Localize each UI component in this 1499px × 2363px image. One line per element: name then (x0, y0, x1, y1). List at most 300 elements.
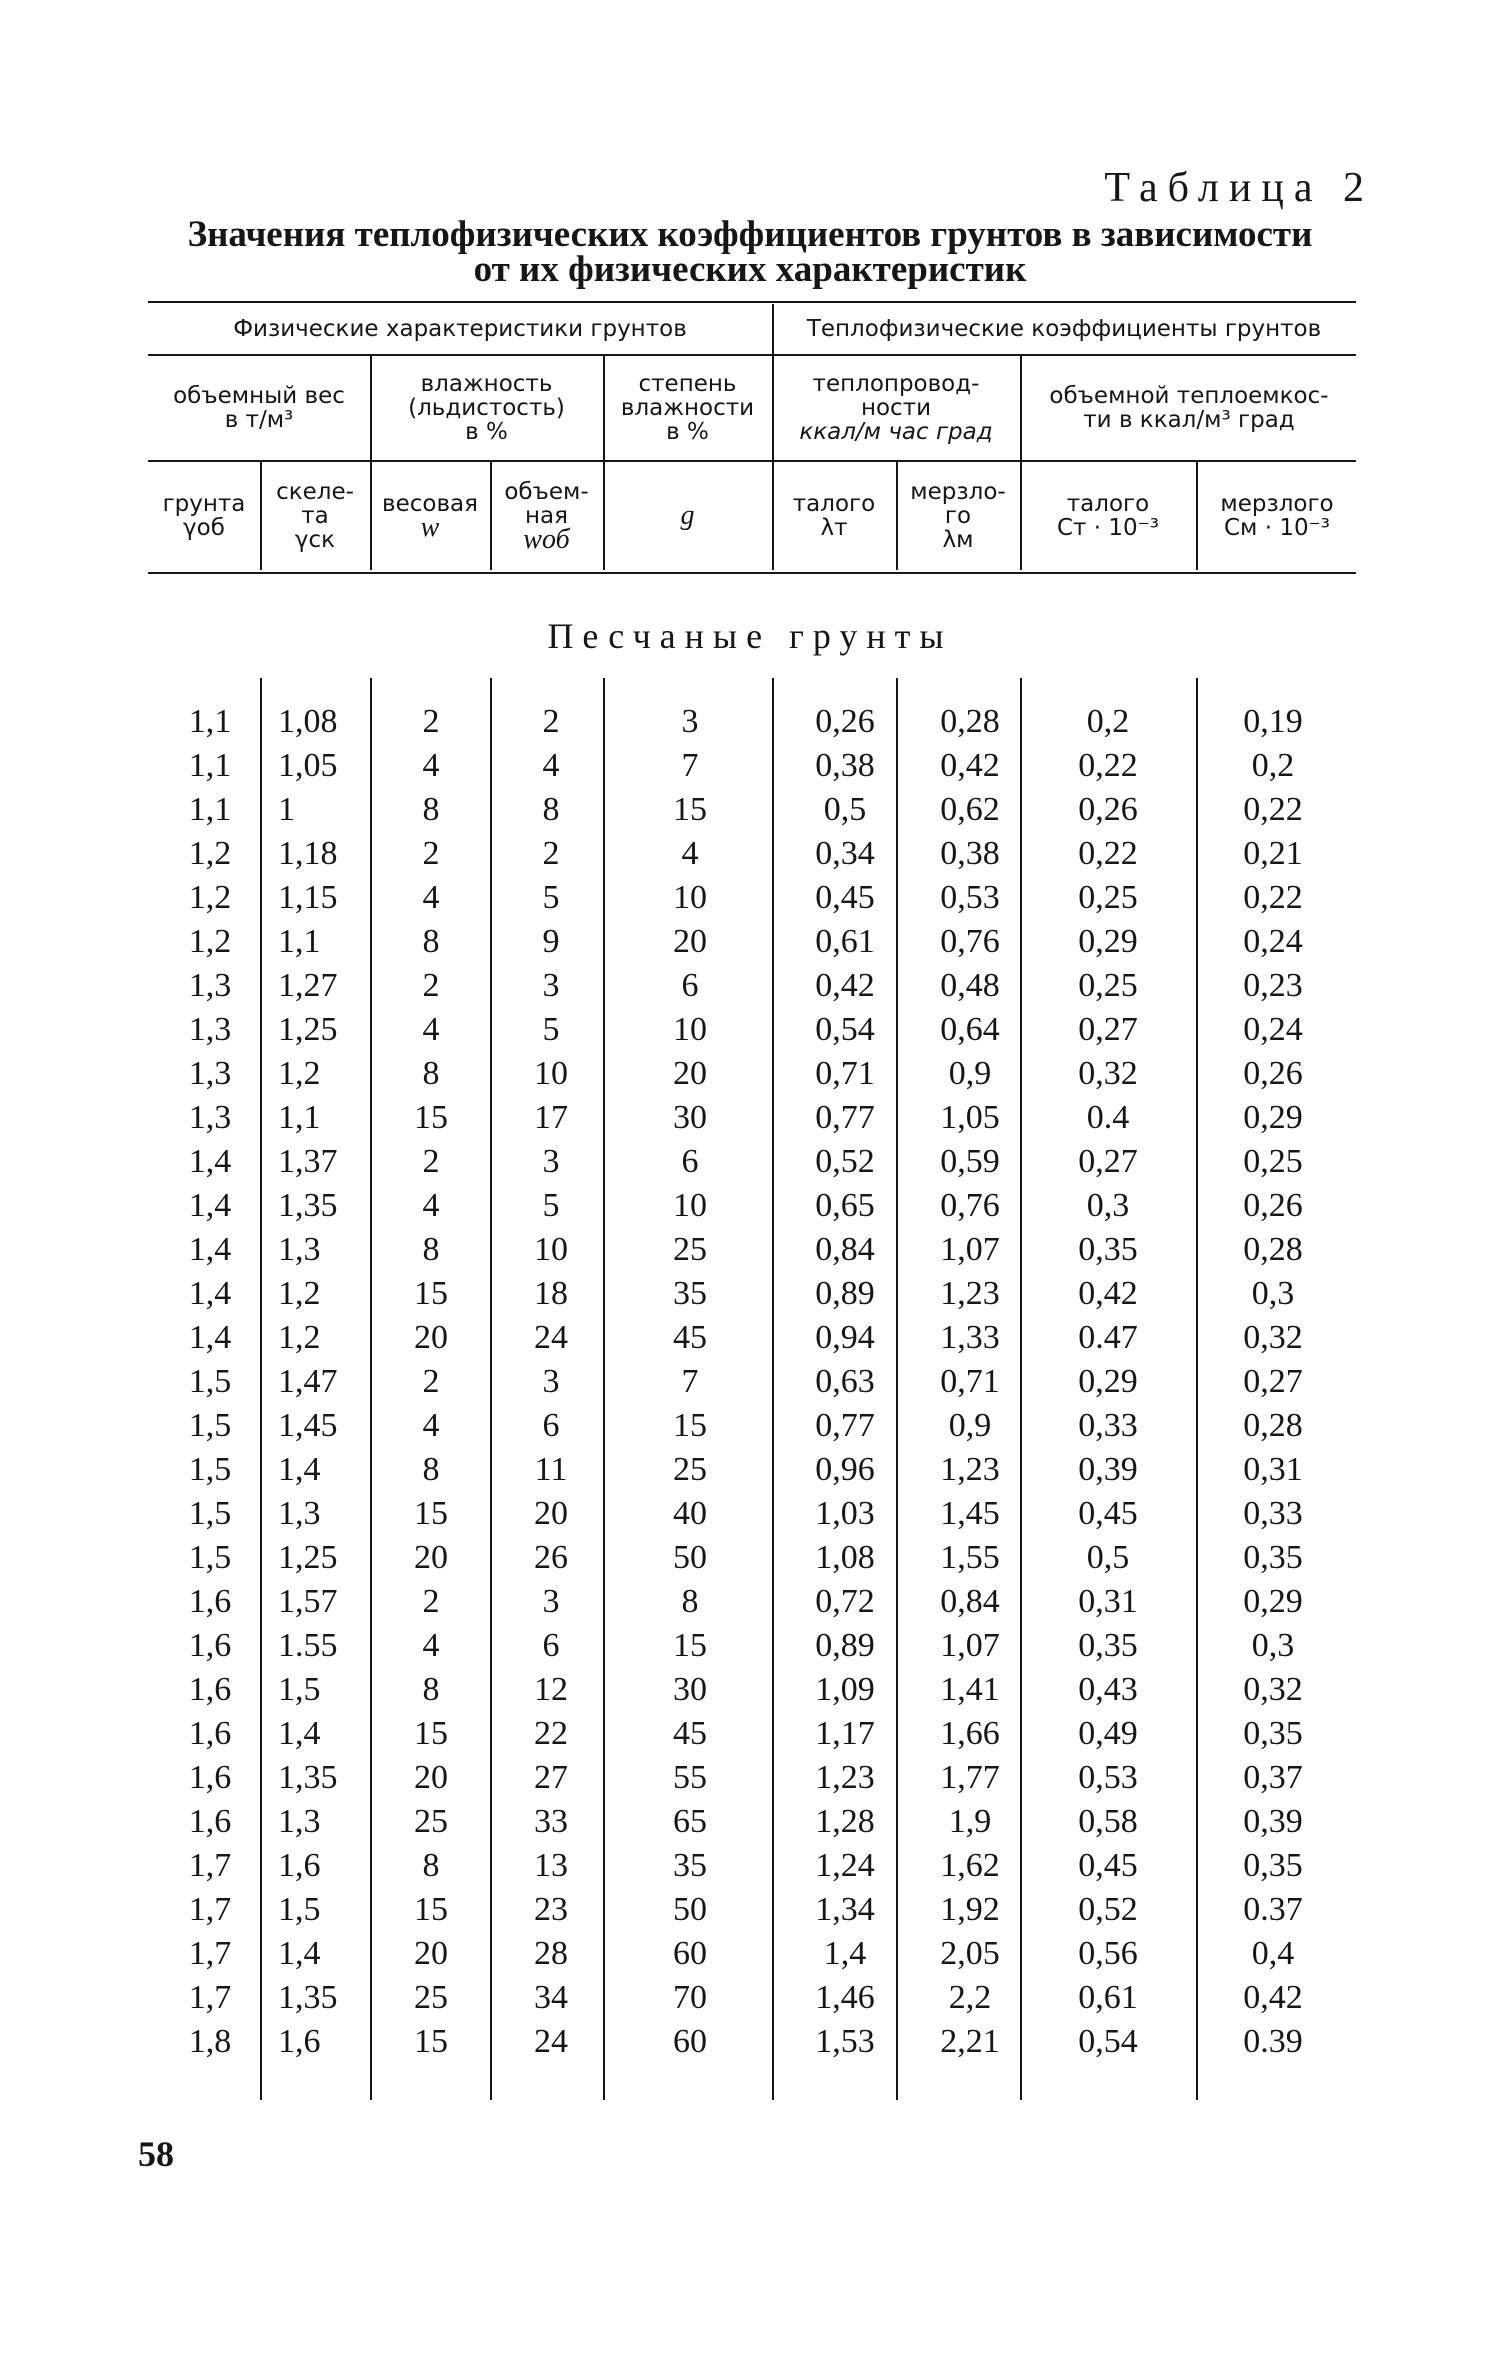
table-cell: 2 (422, 1583, 440, 1620)
table-cell: 0,35 (1243, 1847, 1303, 1884)
table-cell: 1,46 (815, 1979, 875, 2016)
table-cell: 0,21 (1243, 835, 1303, 872)
table-cell: 6 (542, 1627, 560, 1664)
table-cell: 5 (542, 1187, 560, 1224)
table-cell: 0,77 (815, 1407, 875, 1444)
header-bulk-weight: объемный вес в т/м³ (173, 383, 345, 433)
table-cell: 0,4 (1251, 1935, 1295, 1972)
table-cell: 10 (673, 1187, 707, 1224)
table-cell: 15 (673, 1407, 707, 1444)
table-cell: 1,6 (188, 1671, 232, 1708)
table-cell: 6 (542, 1407, 560, 1444)
page-number: 58 (138, 2134, 174, 2174)
table-cell: 0,9 (948, 1055, 992, 1092)
table-cell: 8 (422, 1671, 440, 1708)
table-cell: 1,08 (815, 1539, 875, 1576)
table-cell: 35 (673, 1847, 707, 1884)
table-cell: 1,4 (278, 1451, 321, 1488)
table-cell: 0,53 (1078, 1759, 1138, 1796)
table-cell: 3 (542, 1583, 560, 1620)
table-cell: 10 (673, 1011, 707, 1048)
table-cell: 0,33 (1243, 1495, 1303, 1532)
table-cell: 15 (414, 2023, 448, 2060)
table-cell: 1,34 (815, 1891, 875, 1928)
header-saturation: степень влажности в % (620, 371, 755, 445)
table-cell: 0,84 (940, 1583, 1000, 1620)
header-cap-thawed: талого Cт · 10⁻³ (1056, 491, 1160, 541)
header-humidity: влажность (льдистость) в % (408, 371, 565, 445)
table-cell: 1,5 (188, 1539, 232, 1576)
table-cell: 6 (681, 967, 699, 1004)
table-cell: 5 (542, 879, 560, 916)
table-cell: 30 (673, 1671, 707, 1708)
table-cell: 15 (414, 1099, 448, 1136)
table-cell: 0,77 (815, 1099, 875, 1136)
table-cell: 0.37 (1243, 1891, 1303, 1928)
rule-header-bottom (148, 572, 1356, 574)
table-row (0, 1624, 1499, 1668)
table-cell: 20 (414, 1759, 448, 1796)
table-cell: 4 (542, 747, 560, 784)
table-cell: 1,03 (815, 1495, 875, 1532)
table-cell: 1,2 (278, 1319, 321, 1356)
section-title: Песчаные грунты (547, 616, 953, 656)
table-cell: 0,24 (1243, 1011, 1303, 1048)
table-cell: 45 (673, 1319, 707, 1356)
table-cell: 4 (422, 747, 440, 784)
table-cell: 0,28 (1243, 1231, 1303, 1268)
table-cell: 1,8 (188, 2023, 232, 2060)
table-row (0, 1580, 1499, 1624)
table-row (0, 1096, 1499, 1140)
table-row (0, 1052, 1499, 1096)
table-cell: 1,5 (278, 1891, 321, 1928)
header-heat-capacity: объемной теплоемкос- ти в ккал/м³ град (1049, 383, 1329, 433)
table-cell: 0,5 (823, 791, 867, 828)
table-cell: 25 (414, 1979, 448, 2016)
table-cell: 2 (422, 1143, 440, 1180)
table-cell: 4 (422, 1011, 440, 1048)
table-row (0, 1272, 1499, 1316)
table-cell: 0,42 (1243, 1979, 1303, 2016)
table-cell: 1,1 (278, 923, 321, 960)
table-cell: 0,35 (1078, 1627, 1138, 1664)
table-row (0, 1932, 1499, 1976)
table-cell: 0,3 (1251, 1275, 1295, 1312)
table-cell: 70 (673, 1979, 707, 2016)
table-cell: 1,25 (278, 1011, 338, 1048)
table-cell: 1,09 (815, 1671, 875, 1708)
table-cell: 1,45 (278, 1407, 338, 1444)
table-cell: 1,5 (278, 1671, 321, 1708)
table-cell: 1,6 (188, 1759, 232, 1796)
table-cell: 1,17 (815, 1715, 875, 1752)
table-cell: 1,7 (188, 1935, 232, 1972)
table-cell: 1,08 (278, 703, 338, 740)
table-cell: 24 (534, 1319, 568, 1356)
table-cell: 1,33 (940, 1319, 1000, 1356)
table-cell: 0,54 (1078, 2023, 1138, 2060)
table-cell: 4 (681, 835, 699, 872)
table-row (0, 832, 1499, 876)
table-cell: 0,38 (940, 835, 1000, 872)
table-cell: 0,52 (815, 1143, 875, 1180)
table-cell: 8 (422, 923, 440, 960)
table-cell: 12 (534, 1671, 568, 1708)
table-cell: 0,94 (815, 1319, 875, 1356)
table-cell: 1,1 (188, 747, 232, 784)
table-cell: 1,62 (940, 1847, 1000, 1884)
table-cell: 0,89 (815, 1275, 875, 1312)
table-row (0, 1712, 1499, 1756)
table-cell: 7 (681, 747, 699, 784)
table-cell: 0,32 (1243, 1319, 1303, 1356)
table-row (0, 1976, 1499, 2020)
table-row (0, 1668, 1499, 1712)
table-cell: 20 (534, 1495, 568, 1532)
table-cell: 0,27 (1078, 1143, 1138, 1180)
table-cell: 0,29 (1078, 923, 1138, 960)
table-row (0, 964, 1499, 1008)
table-cell: 40 (673, 1495, 707, 1532)
table-cell: 4 (422, 1407, 440, 1444)
table-cell: 1,5 (188, 1407, 232, 1444)
table-cell: 1,4 (278, 1715, 321, 1752)
table-cell: 1,28 (815, 1803, 875, 1840)
table-cell: 3 (542, 967, 560, 1004)
table-cell: 15 (414, 1891, 448, 1928)
table-cell: 7 (681, 1363, 699, 1400)
table-cell: 2 (422, 703, 440, 740)
table-row (0, 788, 1499, 832)
table-cell: 50 (673, 1539, 707, 1576)
table-cell: 3 (681, 703, 699, 740)
table-cell: 0,35 (1078, 1231, 1138, 1268)
table-cell: 0,42 (940, 747, 1000, 784)
table-title-line-2: от их физических характеристик (473, 249, 1027, 290)
table-cell: 2,05 (940, 1935, 1000, 1972)
table-cell: 1,55 (940, 1539, 1000, 1576)
table-cell: 1,35 (278, 1187, 338, 1224)
table-cell: 15 (414, 1275, 448, 1312)
table-cell: 45 (673, 1715, 707, 1752)
table-cell: 35 (673, 1275, 707, 1312)
table-cell: 0,32 (1243, 1671, 1303, 1708)
table-cell: 1,92 (940, 1891, 1000, 1928)
table-cell: 0,3 (1251, 1627, 1295, 1664)
table-cell: 1,9 (948, 1803, 992, 1840)
table-row (0, 1404, 1499, 1448)
table-cell: 22 (534, 1715, 568, 1752)
table-cell: 0,28 (1243, 1407, 1303, 1444)
table-row (0, 876, 1499, 920)
table-cell: 0,56 (1078, 1935, 1138, 1972)
table-cell: 1,4 (188, 1231, 232, 1268)
table-cell: 50 (673, 1891, 707, 1928)
table-cell: 0,62 (940, 791, 1000, 828)
table-row (0, 1228, 1499, 1272)
table-cell: 1,4 (188, 1319, 232, 1356)
table-cell: 0,43 (1078, 1671, 1138, 1708)
table-cell: 4 (422, 879, 440, 916)
table-number: Таблица 2 (1104, 165, 1374, 211)
table-cell: 0,84 (815, 1231, 875, 1268)
table-cell: 0,35 (1243, 1539, 1303, 1576)
table-cell: 1,5 (188, 1451, 232, 1488)
header-conductivity: теплопровод- ности ккал/м час град (799, 371, 993, 445)
table-row (0, 1008, 1499, 1052)
table-cell: 26 (534, 1539, 568, 1576)
table-cell: 1,15 (278, 879, 338, 916)
table-cell: 0,31 (1243, 1451, 1303, 1488)
table-cell: 1 (278, 791, 295, 828)
table-cell: 0,3 (1086, 1187, 1130, 1224)
table-title-line-1: Значения теплофизических коэффициентов грунтов в зависимости (187, 214, 1313, 255)
table-cell: 0,25 (1078, 967, 1138, 1004)
table-cell: 20 (673, 1055, 707, 1092)
table-cell: 0,37 (1243, 1759, 1303, 1796)
table-cell: 0,45 (815, 879, 875, 916)
header-cond-frozen: мерзло- го λм (910, 479, 1006, 553)
table-cell: 0,65 (815, 1187, 875, 1224)
table-cell: 0,31 (1078, 1583, 1138, 1620)
table-cell: 1,77 (940, 1759, 1000, 1796)
table-cell: 0,26 (1243, 1187, 1303, 1224)
table-cell: 1,25 (278, 1539, 338, 1576)
table-cell: 0,58 (1078, 1803, 1138, 1840)
table-cell: 4 (422, 1627, 440, 1664)
table-cell: 1,66 (940, 1715, 1000, 1752)
header-volume-pct: объем- ная wоб (504, 479, 589, 555)
table-cell: 0,61 (815, 923, 875, 960)
table-cell: 1,6 (188, 1803, 232, 1840)
table-cell: 3 (542, 1143, 560, 1180)
table-cell: 1,4 (278, 1935, 321, 1972)
table-cell: 0,42 (1078, 1275, 1138, 1312)
table-row (0, 1800, 1499, 1844)
table-cell: 0,76 (940, 923, 1000, 960)
table-cell: 1,3 (278, 1495, 321, 1532)
header-physical: Физические характеристики грунтов (233, 316, 687, 342)
table-cell: 1,3 (188, 967, 232, 1004)
table-cell: 10 (673, 879, 707, 916)
table-cell: 0,38 (815, 747, 875, 784)
table-cell: 3 (542, 1363, 560, 1400)
table-cell: 1,2 (188, 923, 232, 960)
table-cell: 0,45 (1078, 1847, 1138, 1884)
table-cell: 2,21 (940, 2023, 1000, 2060)
table-cell: 1,6 (278, 2023, 321, 2060)
table-cell: 1,3 (278, 1231, 321, 1268)
table-cell: 25 (673, 1451, 707, 1488)
table-row (0, 1756, 1499, 1800)
table-cell: 15 (673, 1627, 707, 1664)
table-cell: 0.47 (1078, 1319, 1138, 1356)
table-row (0, 1140, 1499, 1184)
table-cell: 1,3 (278, 1803, 321, 1840)
table-cell: 0,89 (815, 1627, 875, 1664)
table-cell: 8 (422, 1451, 440, 1488)
table-cell: 0,26 (1243, 1055, 1303, 1092)
table-cell: 0,25 (1243, 1143, 1303, 1180)
table-cell: 2 (422, 967, 440, 1004)
table-cell: 1,05 (940, 1099, 1000, 1136)
table-cell: 27 (534, 1759, 568, 1796)
table-cell: 25 (673, 1231, 707, 1268)
table-cell: 8 (542, 791, 560, 828)
table-cell: 0,71 (815, 1055, 875, 1092)
table-cell: 1,23 (940, 1275, 1000, 1312)
table-cell: 30 (673, 1099, 707, 1136)
table-row (0, 700, 1499, 744)
table-cell: 10 (534, 1055, 568, 1092)
table-cell: 8 (422, 1847, 440, 1884)
table-row (0, 2020, 1499, 2064)
table-cell: 1,37 (278, 1143, 338, 1180)
table-cell: 0,25 (1078, 879, 1138, 916)
table-cell: 0,45 (1078, 1495, 1138, 1532)
table-cell: 0,23 (1243, 967, 1303, 1004)
table-cell: 65 (673, 1803, 707, 1840)
table-cell: 1,53 (815, 2023, 875, 2060)
table-cell: 0,35 (1243, 1715, 1303, 1752)
table-cell: 9 (542, 923, 560, 960)
table-cell: 2 (542, 835, 560, 872)
table-cell: 1,1 (188, 703, 232, 740)
table-cell: 11 (534, 1451, 568, 1488)
header-weight-pct: весовая w (382, 491, 478, 543)
table-cell: 1,3 (188, 1011, 232, 1048)
table-cell: 18 (534, 1275, 568, 1312)
table-cell: 0,32 (1078, 1055, 1138, 1092)
table-cell: 5 (542, 1011, 560, 1048)
table-cell: 0,64 (940, 1011, 1000, 1048)
table-cell: 0,27 (1243, 1363, 1303, 1400)
table-cell: 15 (414, 1495, 448, 1532)
table-cell: 1,4 (823, 1935, 867, 1972)
rule-top (148, 301, 1356, 303)
table-row (0, 1536, 1499, 1580)
table-cell: 1,7 (188, 1891, 232, 1928)
table-cell: 1,05 (278, 747, 338, 784)
table-cell: 0,5 (1086, 1539, 1130, 1576)
table-cell: 15 (673, 791, 707, 828)
table-cell: 2 (422, 1363, 440, 1400)
table-cell: 20 (414, 1539, 448, 1576)
table-cell: 0,22 (1078, 835, 1138, 872)
table-cell: 1,2 (278, 1055, 321, 1092)
table-cell: 0,76 (940, 1187, 1000, 1224)
table-cell: 1,57 (278, 1583, 338, 1620)
table-cell: 0,71 (940, 1363, 1000, 1400)
table-cell: 0,42 (815, 967, 875, 1004)
table-row (0, 1360, 1499, 1404)
table-cell: 1,6 (278, 1847, 321, 1884)
table-cell: 8 (422, 791, 440, 828)
header-skeleton: скеле- та γск (276, 479, 354, 553)
table-cell: 1,41 (940, 1671, 1000, 1708)
table-cell: 1,6 (188, 1627, 232, 1664)
table-cell: 23 (534, 1891, 568, 1928)
table-cell: 1,7 (188, 1979, 232, 2016)
table-cell: 1,5 (188, 1363, 232, 1400)
table-cell: 1,4 (188, 1275, 232, 1312)
table-cell: 1,2 (188, 879, 232, 916)
header-thermal: Теплофизические коэффициенты грунтов (806, 316, 1322, 342)
table-cell: 0,29 (1078, 1363, 1138, 1400)
table-row (0, 1492, 1499, 1536)
table-cell: 0,48 (940, 967, 1000, 1004)
table-cell: 0,39 (1078, 1451, 1138, 1488)
table-cell: 8 (681, 1583, 699, 1620)
table-cell: 1,23 (940, 1451, 1000, 1488)
table-row (0, 1448, 1499, 1492)
table-row (0, 1844, 1499, 1888)
table-cell: 0,54 (815, 1011, 875, 1048)
table-row (0, 1184, 1499, 1228)
table-cell: 2,2 (948, 1979, 992, 2016)
table-cell: 55 (673, 1759, 707, 1796)
table-cell: 8 (422, 1231, 440, 1268)
table-cell: 1.55 (278, 1627, 338, 1664)
table-cell: 17 (534, 1099, 568, 1136)
table-cell: 0,52 (1078, 1891, 1138, 1928)
table-cell: 1,35 (278, 1759, 338, 1796)
table-cell: 2 (422, 835, 440, 872)
table-cell: 1,2 (278, 1275, 321, 1312)
table-cell: 0,39 (1243, 1803, 1303, 1840)
table-cell: 0,29 (1243, 1099, 1303, 1136)
table-cell: 0,27 (1078, 1011, 1138, 1048)
table-cell: 1,3 (188, 1099, 232, 1136)
table-cell: 28 (534, 1935, 568, 1972)
table-cell: 0.39 (1243, 2023, 1303, 2060)
table-cell: 0,28 (940, 703, 1000, 740)
table-cell: 1,4 (188, 1187, 232, 1224)
table-cell: 6 (681, 1143, 699, 1180)
table-cell: 20 (673, 923, 707, 960)
table-cell: 13 (534, 1847, 568, 1884)
table-cell: 1,23 (815, 1759, 875, 1796)
header-g: g (680, 500, 695, 531)
table-cell: 1,07 (940, 1231, 1000, 1268)
table-cell: 8 (422, 1055, 440, 1092)
table-cell: 25 (414, 1803, 448, 1840)
header-soil: грунта γоб (162, 491, 246, 541)
table-cell: 34 (534, 1979, 568, 2016)
table-cell: 0,59 (940, 1143, 1000, 1180)
table-row (0, 1888, 1499, 1932)
table-row (0, 920, 1499, 964)
table-row (0, 744, 1499, 788)
table-cell: 0,26 (815, 703, 875, 740)
table-cell: 60 (673, 1935, 707, 1972)
table-cell: 0,2 (1251, 747, 1295, 784)
table-cell: 0,34 (815, 835, 875, 872)
table-cell: 15 (414, 1715, 448, 1752)
table-cell: 0,26 (1078, 791, 1138, 828)
table-cell: 60 (673, 2023, 707, 2060)
table-cell: 1,24 (815, 1847, 875, 1884)
header-cond-thawed: талого λт (792, 491, 876, 541)
table-cell: 1,7 (188, 1847, 232, 1884)
table-cell: 20 (414, 1935, 448, 1972)
table-cell: 0,29 (1243, 1583, 1303, 1620)
table-cell: 0,33 (1078, 1407, 1138, 1444)
table-cell: 0,2 (1086, 703, 1130, 740)
table-cell: 0,49 (1078, 1715, 1138, 1752)
table-cell: 1,35 (278, 1979, 338, 2016)
